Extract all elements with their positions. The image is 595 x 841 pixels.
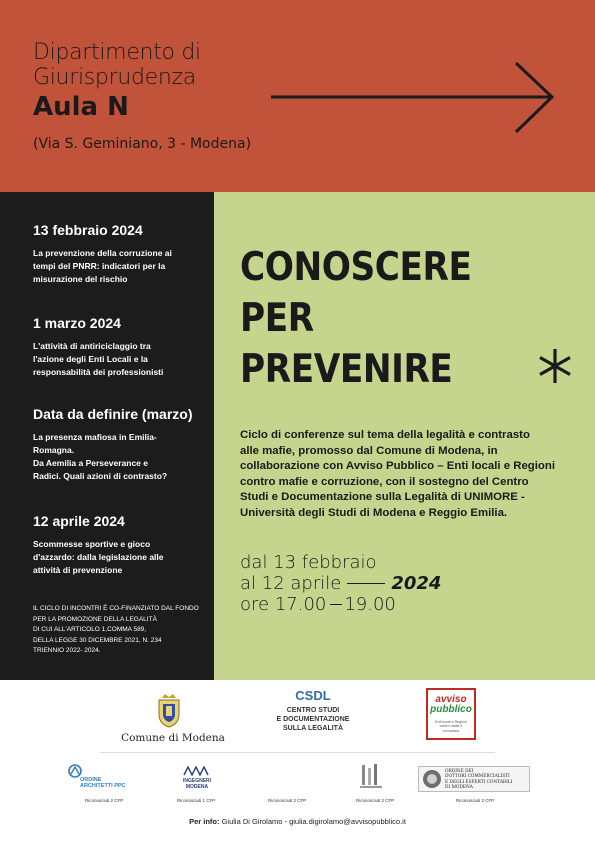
contact-label: Per info:: [189, 817, 220, 826]
order-emblem-icon: [358, 762, 384, 790]
date-to: al 12 aprile 2024: [240, 573, 442, 594]
commercialisti-seal-icon: [422, 769, 442, 789]
divider: [100, 752, 495, 753]
cfp-label: Riconosciuti 2 CFP: [356, 798, 395, 803]
main-panel: [214, 192, 595, 680]
architetti-icon: [68, 764, 82, 778]
avviso-pubblico-logo: [426, 688, 476, 740]
event-date: 13 febbraio 2024: [33, 222, 143, 238]
csdl-name: CENTRO STUDI E DOCUMENTAZIONE SULLA LEGALITÀ: [276, 707, 350, 732]
department-line-1: Dipartimento di: [33, 40, 201, 65]
architetti-label: ORDINE ARCHITETTI PPC: [80, 777, 126, 789]
event-date: 12 aprile 2024: [33, 513, 125, 529]
dash-line: [330, 604, 342, 605]
avviso-line-2: pubblico: [430, 704, 472, 715]
event-item: [33, 406, 205, 483]
ordine-architetti-logo: [66, 764, 136, 794]
ordine-commercialisti-logo: [418, 766, 530, 792]
dash-line: [347, 583, 385, 584]
event-date: 1 marzo 2024: [33, 315, 121, 331]
event-description: La presenza mafiosa in Emilia- Romagna. Da Aemilia a Perseverance e Radici. Quali azioni di contrasto?: [33, 432, 168, 481]
cfp-label: Riconosciuti 1 CFP: [177, 798, 216, 803]
address: (Via S. Geminiano, 3 - Modena): [33, 136, 252, 152]
commercialisti-label: ORDINE DEI DOTTORI COMMERCIALISTI E DEGLI ESPERTI CONTABILI DI MODENA: [445, 769, 513, 790]
events-column: [0, 192, 214, 680]
avviso-line-1: avviso: [435, 694, 467, 705]
main-title: CONOSCERE PER PREVENIRE: [240, 245, 472, 392]
schedule: [240, 552, 441, 615]
department-line-2: Giurisprudenza: [33, 65, 196, 90]
ingegneri-icon: [183, 766, 209, 776]
arrow-right-icon: [268, 60, 558, 140]
professional-order-logo: [358, 762, 386, 792]
date-from: dal 13 febbraio: [240, 552, 377, 573]
event-description: L'attività di antiriciclaggio tra l'azione degli Enti Locali e la responsabilità dei professionisti: [33, 341, 164, 377]
csdl-logo: [268, 688, 358, 744]
funding-note: IL CICLO DI INCONTRI È CO-FINANZIATO DAL FONDO PER LA PROMOZIONE DELLA LEGALITÀ DI CUI ALL'ARTICOLO 1,COMMA 589, DELLA LEGGE 30 DICEMBRE 2021, N. 234 TRIENNIO 2022- 2024.: [33, 605, 199, 654]
department-name: [33, 40, 201, 90]
modena-label: Comune di Modena: [121, 732, 225, 744]
logos-section: [0, 680, 595, 841]
comune-modena-logo: [118, 692, 228, 752]
contact-info: [0, 817, 595, 826]
avviso-tagline: Enti locali e Regioni contro mafie e corruzione: [435, 720, 467, 733]
cfp-label: Riconosciuti 2 CFP: [85, 798, 124, 803]
event-item: [33, 222, 205, 286]
year: 2024: [391, 573, 442, 594]
event-description: Scommesse sportive e gioco d'azzardo: dalla legislazione alle attività di prevenzione: [33, 539, 164, 575]
asterisk-icon: [536, 347, 574, 385]
header-banner: [0, 0, 595, 192]
contact-text: Giulia Di Girolamo - giulia.digirolamo@avvisopubblico.it: [219, 817, 406, 826]
room-name: Aula N: [33, 92, 129, 122]
cfp-label: Riconosciuti 2 CFP: [456, 798, 495, 803]
time-range: ore 17.00 19.00: [240, 594, 396, 615]
conference-description: Ciclo di conferenze sul tema della legalità e contrasto alle mafie, promosso dal Comune di Modena, in collaborazione con Avviso Pubblico – Enti locali e Regioni contro mafie e corruzione, con il sostegno del Centro Studi e Documentazione sulla Legalità di UNIMORE - Università degli Studi di Modena e Reggio Emilia.: [240, 429, 555, 519]
event-item: [33, 513, 205, 577]
csdl-abbr: CSDL: [295, 688, 331, 703]
coat-of-arms-icon: [154, 692, 184, 728]
event-date: Data da definire (marzo): [33, 406, 193, 422]
cfp-label: Riconosciuti 2 CFP: [268, 798, 307, 803]
ordine-ingegneri-logo: [178, 766, 218, 794]
event-item: [33, 315, 205, 379]
event-description: La prevenzione della corruzione ai tempi del PNRR: indicatori per la misurazione del rischio: [33, 248, 172, 284]
ingegneri-label: INGEGNERI MODENA: [182, 778, 212, 790]
